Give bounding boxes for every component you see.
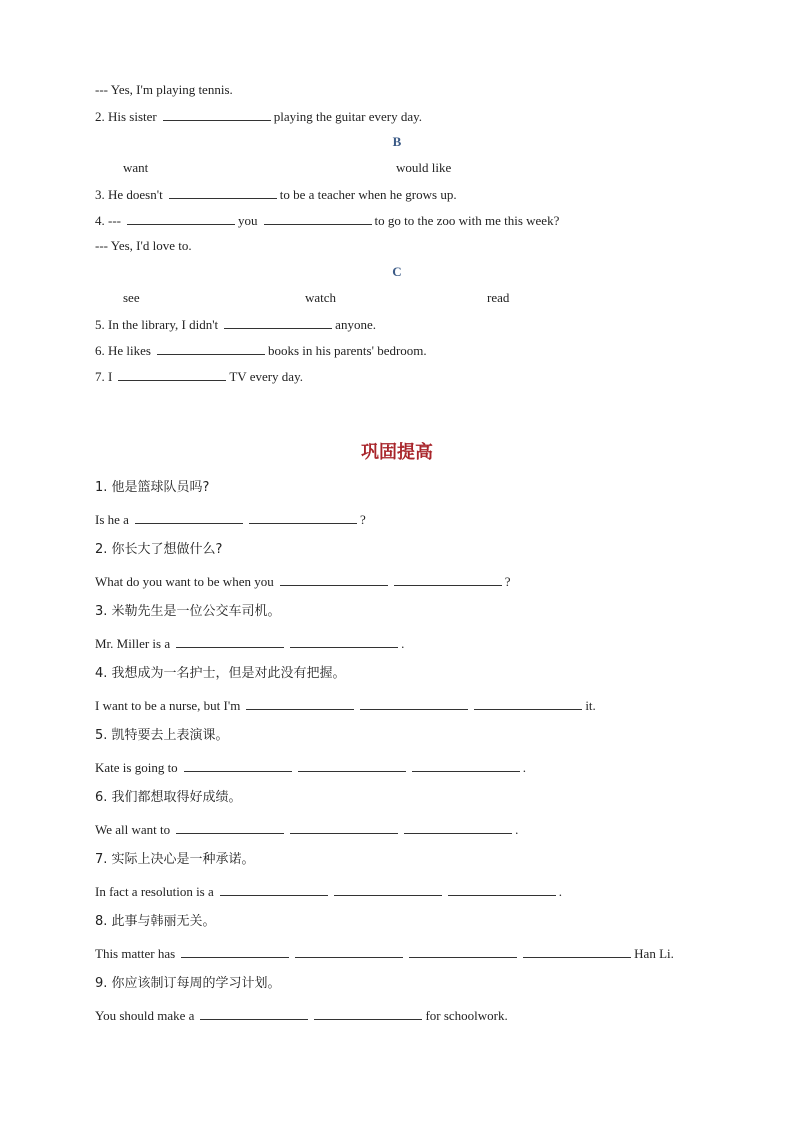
question-text: 2. His sister bbox=[95, 109, 157, 124]
answer-blank[interactable] bbox=[280, 573, 388, 586]
question-text: books in his parents' bedroom. bbox=[267, 343, 427, 358]
english-sentence bbox=[95, 511, 366, 528]
sentence-text: ? bbox=[504, 574, 511, 589]
question-text: TV every day. bbox=[229, 369, 303, 384]
english-sentence bbox=[95, 697, 596, 714]
word-choice: read bbox=[487, 290, 510, 305]
question-2 bbox=[95, 108, 422, 125]
answer-line: --- Yes, I'm playing tennis. bbox=[95, 82, 233, 97]
sentence-text: ? bbox=[359, 512, 366, 527]
answer-blank[interactable] bbox=[448, 883, 556, 896]
answer-blank[interactable] bbox=[220, 883, 328, 896]
answer-blank[interactable] bbox=[412, 759, 520, 772]
answer-blank[interactable] bbox=[295, 945, 403, 958]
question-7 bbox=[95, 368, 303, 385]
answer-blank[interactable] bbox=[176, 821, 284, 834]
chinese-prompt: 5. 凯特要去上表演课。 bbox=[95, 728, 229, 743]
answer-blank[interactable] bbox=[246, 697, 354, 710]
sentence-text: In fact a resolution is a bbox=[95, 884, 214, 899]
sentence-text: . bbox=[515, 822, 519, 837]
chinese-prompt: 7. 实际上决心是一种承诺。 bbox=[95, 852, 255, 867]
answer-blank[interactable] bbox=[169, 186, 277, 199]
chinese-prompt: 8. 此事与韩丽无关。 bbox=[95, 914, 216, 929]
answer-blank[interactable] bbox=[298, 759, 406, 772]
chinese-prompt: 6. 我们都想取得好成绩。 bbox=[95, 790, 242, 805]
english-sentence bbox=[95, 1007, 508, 1024]
answer-blank[interactable] bbox=[127, 212, 235, 225]
answer-blank[interactable] bbox=[474, 697, 582, 710]
question-text: to be a teacher when he grows up. bbox=[279, 187, 457, 202]
question-text: 6. He likes bbox=[95, 343, 151, 358]
english-sentence bbox=[95, 821, 518, 838]
answer-blank[interactable] bbox=[184, 759, 292, 772]
answer-blank[interactable] bbox=[176, 635, 284, 648]
answer-blank[interactable] bbox=[404, 821, 512, 834]
english-sentence bbox=[95, 883, 562, 900]
word-choice: see bbox=[123, 290, 140, 305]
answer-blank[interactable] bbox=[163, 108, 271, 121]
question-3 bbox=[95, 186, 457, 203]
sentence-text: Is he a bbox=[95, 512, 129, 527]
english-sentence bbox=[95, 635, 404, 652]
sentence-text: . bbox=[401, 636, 405, 651]
section-b-heading: B bbox=[392, 134, 402, 149]
english-sentence bbox=[95, 573, 511, 590]
answer-blank[interactable] bbox=[360, 697, 468, 710]
chinese-prompt: 2. 你长大了想做什么? bbox=[95, 542, 223, 557]
answer-blank[interactable] bbox=[157, 342, 265, 355]
question-text: 4. --- bbox=[95, 213, 121, 228]
word-choice: want bbox=[123, 160, 149, 175]
sentence-text: This matter has bbox=[95, 946, 176, 961]
answer-blank[interactable] bbox=[394, 573, 502, 586]
sentence-text: . bbox=[522, 760, 526, 775]
chinese-prompt: 9. 你应该制订每周的学习计划。 bbox=[95, 976, 281, 991]
answer-blank[interactable] bbox=[290, 821, 398, 834]
sentence-text: I want to be a nurse, but I'm bbox=[95, 698, 241, 713]
chinese-prompt: 3. 米勒先生是一位公交车司机。 bbox=[95, 604, 281, 619]
answer-blank[interactable] bbox=[181, 945, 289, 958]
answer-blank[interactable] bbox=[200, 1007, 308, 1020]
answer-blank[interactable] bbox=[409, 945, 517, 958]
answer-blank[interactable] bbox=[249, 511, 357, 524]
answer-blank[interactable] bbox=[264, 212, 372, 225]
sentence-text: You should make a bbox=[95, 1008, 195, 1023]
question-4 bbox=[95, 212, 559, 229]
word-choice: would like bbox=[396, 160, 452, 175]
sentence-text: . bbox=[558, 884, 563, 899]
english-sentence bbox=[95, 945, 674, 962]
question-text: playing the guitar every day. bbox=[273, 109, 422, 124]
answer-line: --- Yes, I'd love to. bbox=[95, 238, 192, 253]
sentence-text: Mr. Miller is a bbox=[95, 636, 171, 651]
section-title: 巩固提高 bbox=[361, 442, 433, 463]
question-text: 3. He doesn't bbox=[95, 187, 163, 202]
section-c-heading: C bbox=[392, 264, 402, 279]
question-text: anyone. bbox=[335, 317, 376, 332]
sentence-text: Kate is going to bbox=[95, 760, 178, 775]
question-text: 5. In the library, I didn't bbox=[95, 317, 219, 332]
sentence-text: What do you want to be when you bbox=[95, 574, 274, 589]
english-sentence bbox=[95, 759, 526, 776]
question-text: you bbox=[238, 213, 258, 228]
answer-blank[interactable] bbox=[314, 1007, 422, 1020]
question-text: to go to the zoo with me this week? bbox=[374, 213, 560, 228]
answer-blank[interactable] bbox=[224, 316, 332, 329]
sentence-text: for schoolwork. bbox=[425, 1008, 508, 1023]
answer-blank[interactable] bbox=[118, 368, 226, 381]
answer-blank[interactable] bbox=[523, 945, 631, 958]
question-6 bbox=[95, 342, 427, 359]
sentence-text: it. bbox=[585, 698, 596, 713]
answer-blank[interactable] bbox=[290, 635, 398, 648]
answer-blank[interactable] bbox=[135, 511, 243, 524]
question-5 bbox=[95, 316, 376, 333]
sentence-text: Han Li. bbox=[634, 946, 674, 961]
sentence-text: We all want to bbox=[95, 822, 171, 837]
chinese-prompt: 4. 我想成为一名护士，但是对此没有把握。 bbox=[95, 666, 346, 681]
question-text: 7. I bbox=[95, 369, 113, 384]
answer-blank[interactable] bbox=[334, 883, 442, 896]
word-choice: watch bbox=[305, 290, 337, 305]
chinese-prompt: 1. 他是篮球队员吗? bbox=[95, 480, 210, 495]
